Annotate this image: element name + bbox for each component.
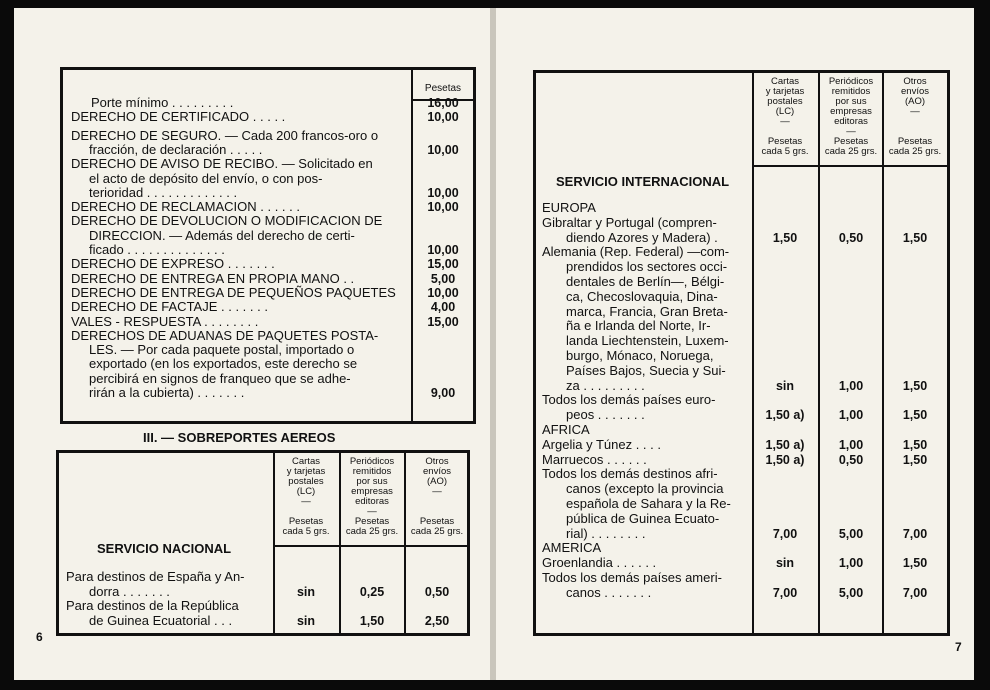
destination-line: Para destinos de la República (66, 598, 239, 613)
column-unit: Pesetas cada 25 grs. (345, 516, 399, 537)
rate-value: 1,50 (359, 613, 385, 628)
destination-line: peos . . . . . . . (566, 407, 645, 423)
fee-label-line: exportado (en los exportados, este derecho se (89, 356, 358, 372)
rate-value: 7,00 (772, 585, 798, 600)
fee-label-line: terioridad . . . . . . . . . . . . . (89, 184, 238, 200)
rate-value: 0,50 (838, 230, 864, 245)
destination-line: española de Sahara y la Re- (566, 496, 731, 511)
rate-value: 1,50 (902, 452, 928, 467)
rate-value: 1,50 (902, 230, 928, 245)
rate-value: 1,50 (902, 378, 928, 393)
fee-label-line: DERECHO DE SEGURO. — Cada 200 francos-oro o (71, 127, 379, 143)
destination-line: Todos los demás países ameri- (542, 570, 722, 585)
column-unit: Pesetas cada 25 grs. (410, 516, 464, 537)
fee-label-line: VALES - RESPUESTA . . . . . . . . (71, 313, 259, 329)
fee-value: 16,00 (427, 96, 459, 110)
fee-label-line: DERECHO DE FACTAJE . . . . . . . (71, 299, 268, 315)
rate-value: 1,00 (838, 378, 864, 393)
destination-line: diendo Azores y Madera) . (566, 229, 718, 245)
fee-label-line: Porte mínimo . . . . . . . . . (91, 95, 234, 110)
rate-value: 7,00 (902, 585, 928, 600)
fee-value: 10,00 (427, 243, 459, 257)
fee-label-line: DERECHO DE ENTREGA EN PROPIA MANO . . (71, 270, 355, 286)
fee-label-line: rirán a la cubierta) . . . . . . . (89, 385, 245, 400)
destination-line: de Guinea Ecuatorial . . . (89, 612, 233, 628)
column-unit: Pesetas cada 25 grs. (824, 136, 878, 157)
fee-value: 15,00 (427, 257, 459, 272)
rate-value: 1,50 a) (765, 437, 805, 452)
fee-label-line: DERECHO DE AVISO DE RECIBO. — Solicitado en (71, 156, 373, 172)
rate-value: 1,50 (902, 556, 928, 571)
destination-line: landa Liechtenstein, Luxem- (566, 333, 729, 349)
column-unit: Pesetas cada 5 grs. (282, 516, 330, 537)
rate-value: 7,00 (772, 526, 798, 541)
region-heading: AMERICA (542, 540, 602, 556)
rate-value: 1,50 a) (765, 408, 805, 423)
rate-value: 0,50 (838, 452, 864, 467)
fee-value: 5,00 (430, 271, 456, 286)
destination-line: dentales de Berlín—, Bélgi- (566, 274, 725, 289)
fee-value: 10,00 (427, 110, 459, 125)
destination-line: dorra . . . . . . . (89, 583, 170, 599)
fee-label-line: ficado . . . . . . . . . . . . . . (89, 242, 225, 257)
destination-line: Todos los demás países euro- (542, 392, 716, 408)
fee-label-line: DERECHOS DE ADUANAS DE PAQUETES POSTA- (71, 327, 379, 343)
destination-line: canos . . . . . . . (566, 584, 652, 600)
fee-label-line: fracción, de declaración . . . . . (89, 141, 263, 157)
rate-value: 5,00 (838, 585, 864, 600)
fee-value: 10,00 (427, 185, 459, 200)
fee-label-line: DERECHO DE EXPRESO . . . . . . . (71, 256, 275, 272)
destination-line: Alemania (Rep. Federal) —com- (542, 244, 730, 260)
column-unit: Pesetas cada 5 grs. (761, 136, 809, 157)
rate-value: sin (775, 556, 795, 571)
destination-line: Todos los demás destinos afri- (542, 466, 718, 482)
destination-line: ña e Irlanda del Norte, Ir- (566, 318, 711, 334)
rate-value: 1,00 (838, 408, 864, 423)
fee-label-line: DERECHO DE RECLAMACION . . . . . . (71, 199, 300, 215)
destination-line: burgo, Mónaco, Noruega, (566, 348, 714, 363)
column-unit: Pesetas cada 25 grs. (888, 136, 942, 157)
destination-line: Groenlandia . . . . . . (542, 555, 657, 571)
service-title: SERVICIO NACIONAL (97, 541, 232, 556)
fees-table (60, 67, 476, 424)
fee-value: 10,00 (427, 142, 459, 157)
fee-value: 9,00 (430, 386, 456, 400)
fee-value: 10,00 (427, 285, 459, 300)
fee-value: 10,00 (427, 200, 459, 215)
destination-line: Marruecos . . . . . . (542, 451, 647, 467)
destination-line: Países Bajos, Suecia y Sui- (566, 362, 726, 378)
rate-value: sin (775, 378, 795, 393)
rate-value: 0,25 (359, 584, 385, 599)
rate-value: 1,50 (902, 437, 928, 452)
column-header: Periódicos remitidos por sus empresas editoras — (349, 456, 395, 517)
national-table (56, 450, 470, 636)
rate-value: 2,50 (424, 613, 450, 628)
region-heading: EUROPA (542, 200, 596, 215)
fee-label-line: el acto de depósito del envío, o con pos- (89, 170, 323, 186)
destination-line: Para destinos de España y An- (66, 569, 245, 584)
rate-value: 1,50 (772, 230, 798, 245)
column-header: Cartas y tarjetas postales (LC) — (765, 76, 805, 127)
region-heading: AFRICA (542, 422, 590, 437)
rate-value: sin (296, 613, 316, 628)
rate-value: 7,00 (902, 526, 928, 541)
rate-value: sin (296, 584, 316, 599)
destination-line: Gibraltar y Portugal (compren- (542, 214, 717, 230)
destination-line: Argelia y Túnez . . . . (542, 436, 661, 452)
service-title: SERVICIO INTERNACIONAL (556, 174, 730, 189)
destination-line: canos (excepto la provincia (566, 481, 724, 497)
column-header: Otros envíos (AO) — (423, 456, 451, 497)
rate-value: 1,50 (902, 408, 928, 423)
fee-label-line: DERECHO DE DEVOLUCION O MODIFICACION DE (71, 213, 383, 229)
column-header: Periódicos remitidos por sus empresas editoras — (828, 76, 874, 137)
fee-label-line: percibirá en signos de franqueo que se adhe- (89, 370, 351, 386)
destination-line: ca, Checoslovaquia, Dina- (566, 288, 718, 304)
fee-label-line: DIRECCION. — Además del derecho de certi- (89, 227, 355, 243)
rate-value: 1,00 (838, 556, 864, 571)
destination-line: rial) . . . . . . . . (566, 525, 646, 541)
fee-value: 15,00 (427, 314, 459, 329)
fee-label-line: LES. — Por cada paquete postal, importado o (89, 342, 355, 358)
rate-value: 5,00 (838, 526, 864, 541)
destination-line: marca, Francia, Gran Breta- (566, 303, 728, 319)
destination-line: za . . . . . . . . . (566, 377, 645, 393)
destination-line: prendidos los sectores occi- (566, 259, 728, 275)
fee-label-line: DERECHO DE ENTREGA DE PEQUEÑOS PAQUETES (71, 284, 396, 300)
section-title: III. — SOBREPORTES AEREOS (143, 430, 336, 445)
fee-label-line: DERECHO DE CERTIFICADO . . . . . (71, 109, 286, 125)
page-number-left: 6 (36, 630, 43, 644)
international-table (533, 70, 950, 636)
rate-value: 0,50 (424, 584, 450, 599)
column-header: Otros envíos (AO) — (901, 76, 929, 117)
rate-value: 1,50 a) (765, 452, 805, 467)
fee-value: 4,00 (430, 300, 456, 315)
destination-line: pública de Guinea Ecuato- (566, 510, 720, 526)
page-number-right: 7 (955, 640, 962, 654)
fees-column-header: Pesetas (424, 83, 462, 94)
rate-value: 1,00 (838, 437, 864, 452)
column-header: Cartas y tarjetas postales (LC) — (286, 456, 326, 507)
